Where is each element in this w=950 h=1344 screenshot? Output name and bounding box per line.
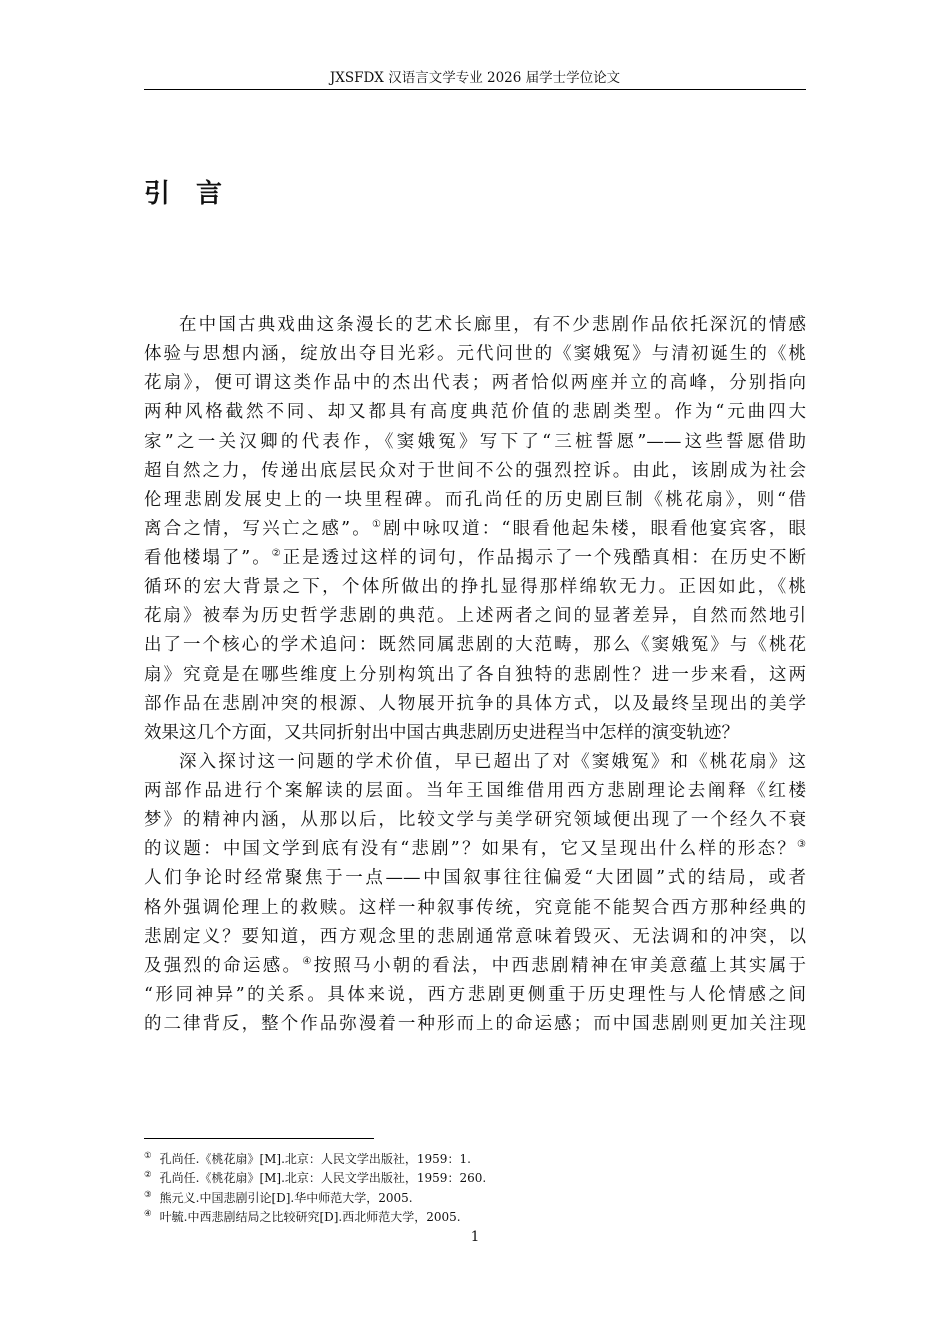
body-text-run: 及强烈的命运感。 — [144, 955, 303, 976]
body-line: 花扇》，便可谓这类作品中的杰出代表；两者恰似两座并立的高峰，分别指向 — [144, 373, 806, 394]
section-title — [144, 176, 222, 212]
body-line: 两部作品进行个案解读的层面。当年王国维借用西方悲剧理论去阐释《红楼 — [144, 781, 806, 801]
footnote-text: 孔尚任.《桃花扇》[M].北京：人民文学出版社，1959：260. — [159, 1171, 487, 1186]
body-line: 家”之一关汉卿的代表作，《窦娥冤》写下了“三桩誓愿”——这些誓愿借助 — [144, 431, 806, 452]
body-line: 梦》的精神内涵，从那以后，比较文学与美学研究领域便出现了一个经久不衰 — [144, 810, 806, 831]
section-title-char-2: 言 — [196, 179, 223, 209]
footnote-text: 熊元义.中国悲剧引论[D].华中师范大学，2005. — [159, 1190, 413, 1205]
footnote-4 — [144, 1208, 806, 1227]
footnote-ref-4[interactable]: ④ — [302, 955, 314, 967]
body-line: “形同神异”的关系。具体来说，西方悲剧更侧重于历史理性与人伦情感之间 — [144, 984, 806, 1005]
footnote-mark: ① — [144, 1151, 152, 1161]
footnote-mark: ④ — [144, 1208, 152, 1219]
running-header: JXSFDX 汉语言文学专业 2026 届学士学位论文 — [329, 70, 621, 86]
footnote-mark: ③ — [144, 1189, 152, 1200]
body-line: 悲剧定义？要知道，西方观念里的悲剧通常意味着毁灭、无法调和的冲突，以 — [144, 926, 806, 947]
header-rule — [144, 89, 806, 90]
body-line: 格外强调伦理上的救赎。这样一种叙事传统，究竟能不能契合西方那种经典的 — [144, 897, 806, 918]
body-line: 出了一个核心的学术追问：既然同属悲剧的大范畴，那么《窦娥冤》与《桃花 — [144, 635, 806, 656]
body-line — [144, 952, 806, 981]
body-line: 体验与思想内涵，绽放出夺目光彩。元代问世的《窦娥冤》与清初诞生的《桃 — [144, 344, 806, 365]
footnote-ref-3[interactable]: ③ — [797, 839, 806, 851]
body-line: 循环的宏大背景之下，个体所做出的挣扎显得那样绵软无力。正因如此，《桃 — [144, 577, 806, 598]
body-line: 在中国古典戏曲这条漫长的艺术长廊里，有不少悲剧作品依托深沉的情感 — [179, 315, 806, 335]
footnote-text: 孔尚任.《桃花扇》[M].北京：人民文学出版社，1959：1. — [159, 1152, 471, 1166]
page-number: 1 — [470, 1229, 480, 1245]
body-line — [144, 544, 806, 573]
body-line: 效果这几个方面，又共同折射出中国古典悲剧历史进程当中怎样的演变轨迹？ — [144, 722, 739, 743]
body-line: 超自然之力，传递出底层民众对于世间不公的强烈控诉。由此，该剧成为社会 — [144, 460, 806, 481]
body-text-run: 剧中咏叹道：“眼看他起朱楼，眼看他宴宾客，眼 — [383, 518, 807, 539]
body-line: 人们争论时经常聚焦于一点——中国叙事往往偏爱“大团圆”式的结局，或者 — [144, 868, 806, 889]
body-line: 两种风格截然不同、却又都具有高度典范价值的悲剧类型。作为“元曲四大 — [144, 402, 806, 423]
footnote-3 — [144, 1189, 806, 1208]
body-text-run: 按照马小朝的看法，中西悲剧精神在审美意蕴上其实属于 — [313, 955, 807, 976]
footnote-ref-2[interactable]: ② — [271, 548, 283, 560]
body-line — [144, 835, 806, 864]
body-line: 部作品在悲剧冲突的根源、人物展开抗争的具体方式，以及最终呈现出的美学 — [144, 693, 806, 714]
footnote-2 — [144, 1169, 806, 1188]
footnote-rule — [144, 1138, 374, 1139]
footnotes — [144, 1150, 806, 1227]
footnote-text: 叶毓.中西悲剧结局之比较研究[D].西北师范大学，2005. — [159, 1209, 461, 1224]
body-text-run: 离合之情，写兴亡之感”。 — [144, 518, 372, 539]
body-text-run: 看他楼塌了”。 — [144, 548, 272, 568]
body-text-run: 正是透过这样的词句，作品揭示了一个残酷真相：在历史不断 — [282, 548, 807, 568]
body-line: 扇》究竟是在哪些维度上分别构筑出了各自独特的悲剧性？进一步来看，这两 — [144, 664, 806, 685]
body-text — [144, 311, 806, 1039]
section-title-char-1: 引 — [144, 179, 171, 209]
footnote-ref-1[interactable]: ① — [371, 519, 384, 531]
body-line: 伦理悲剧发展史上的一块里程碑。而孔尚任的历史剧巨制《桃花扇》，则“借 — [144, 489, 806, 510]
body-text-run: 的议题：中国文学到底有没有“悲剧”？如果有，它又呈现出什么样的形态？ — [144, 839, 798, 860]
body-line: 花扇》被奉为历史哲学悲剧的典范。上述两者之间的显著差异，自然而然地引 — [144, 606, 806, 627]
body-line: 深入探讨这一问题的学术价值，早已超出了对《窦娥冤》和《桃花扇》这 — [179, 751, 806, 772]
body-line — [144, 515, 806, 544]
footnote-mark: ② — [144, 1170, 152, 1181]
body-line: 的二律背反，整个作品弥漫着一种形而上的命运感；而中国悲剧则更加关注现 — [144, 1014, 806, 1034]
footnote-1 — [144, 1150, 806, 1169]
